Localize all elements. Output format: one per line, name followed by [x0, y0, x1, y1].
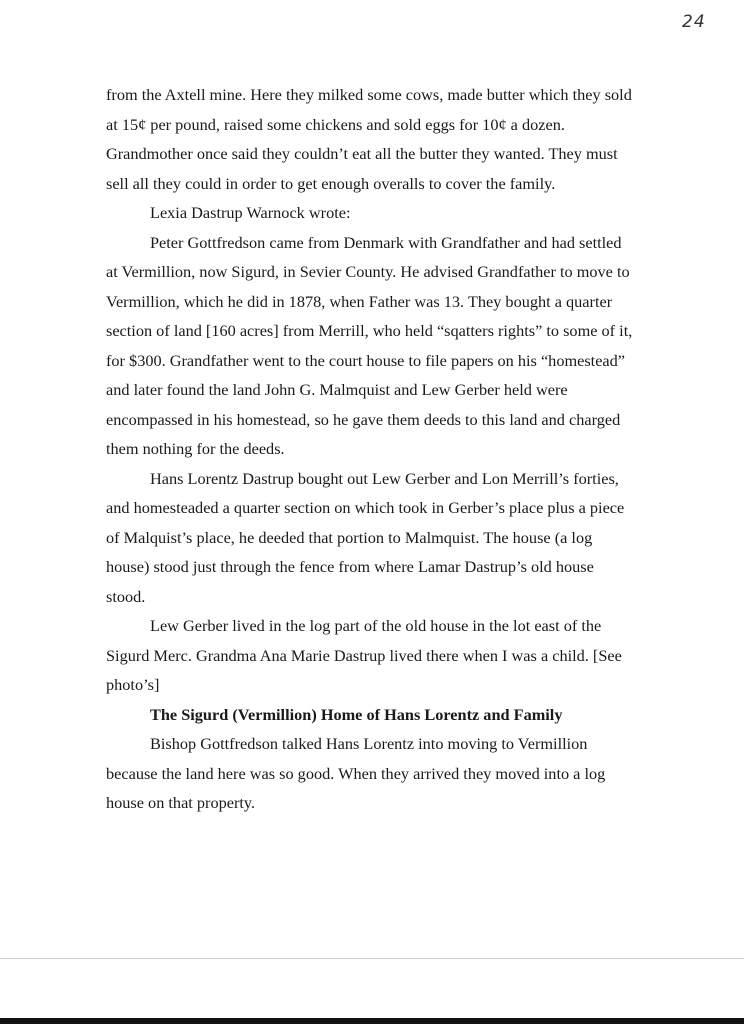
paragraph-6: Bishop Gottfredson talked Hans Lorentz into moving to Vermillion because the land here was so good. When they arrived they moved into a log house on that property. [106, 734, 606, 812]
page-number: 24 [682, 12, 706, 32]
paragraph-4: Hans Lorentz Dastrup bought out Lew Gerber and Lon Merrill’s forties, and homesteaded a quarter section on which took in Gerber’s place plus a piece of Malquist’s place, he deeded that portion to Malmquist. The house (a log house) stood just through the fence from where Lamar Dastrup’s old house stood. [106, 468, 625, 606]
document-body [106, 80, 636, 818]
scan-bottom-edge [0, 1018, 744, 1024]
paragraph-5: Lew Gerber lived in the log part of the old house in the lot east of the Sigurd Merc. Grandma Ana Marie Dastrup lived there when I was a child. [See photo’s] [106, 616, 622, 694]
paragraph-2: Lexia Dastrup Warnock wrote: [150, 203, 351, 222]
section-heading: The Sigurd (Vermillion) Home of Hans Lorentz and Family [150, 704, 563, 724]
paragraph-1: from the Axtell mine. Here they milked some cows, made butter which they sold at 15¢ per pound, raised some chickens and sold eggs for 10¢ a dozen. Grandmother once said they couldn’t eat all the butter they wanted. They must sell all they could in order to get enough overalls to cover the family. [106, 85, 632, 193]
paragraph-3: Peter Gottfredson came from Denmark with Grandfather and had settled at Vermillion, now Sigurd, in Sevier County. He advised Grandfather to move to Vermillion, which he did in 1878, when Father was 13. They bought a quarter section of land [160 acres] from Merrill, who held “sqatters rights” to some of it, for $300. Grandfather went to the court house to file papers on his “homestead” and later found the land John G. Malmquist and Lew Gerber held were encompassed in his homestead, so he gave them deeds to this land and charged them nothing for the deeds. [106, 232, 633, 458]
scan-fold-line [0, 958, 744, 959]
